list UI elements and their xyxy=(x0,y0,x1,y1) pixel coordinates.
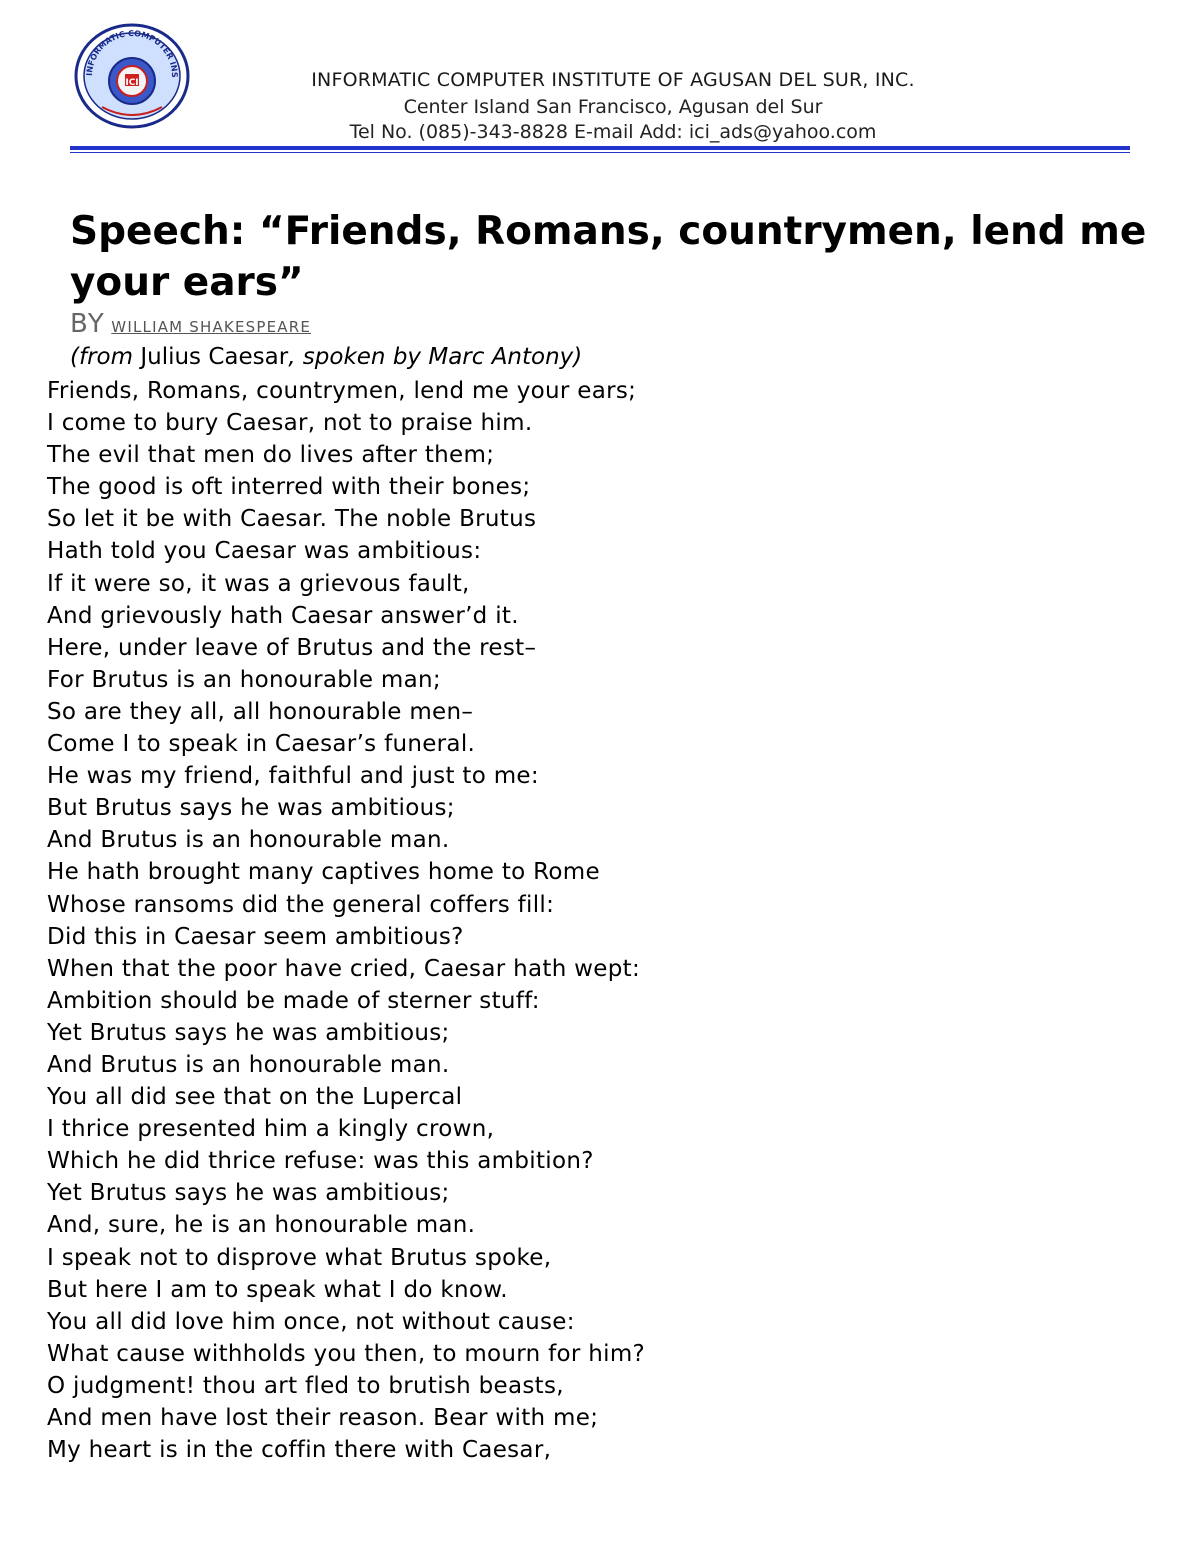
organization-contact: Tel No. (085)-343-8828 E-mail Add: ici_ads@yahoo.com xyxy=(349,121,877,143)
speech-line: I come to bury Caesar, not to praise him. xyxy=(47,410,533,437)
speech-line: What cause withholds you then, to mourn for him? xyxy=(47,1340,646,1367)
speech-line: Here, under leave of Brutus and the rest– xyxy=(47,634,537,661)
speech-line: And men have lost their reason. Bear with me; xyxy=(47,1405,599,1431)
speech-line: My heart is in the coffin there with Caesar, xyxy=(47,1437,552,1464)
source-note xyxy=(70,344,582,370)
speech-line: For Brutus is an honourable man; xyxy=(47,666,441,693)
speech-line: And Brutus is an honourable man. xyxy=(47,1051,450,1078)
institute-logo xyxy=(74,23,190,129)
speech-line: When that the poor have cried, Caesar hath wept: xyxy=(47,955,641,982)
speech-line: Whose ransoms did the general coffers fill: xyxy=(47,891,555,918)
logo-ring-text: INFORMATIC COMPUTER INS xyxy=(84,28,180,78)
speech-line: And, sure, he is an honourable man. xyxy=(47,1212,476,1239)
speech-line: Did this in Caesar seem ambitious? xyxy=(47,923,464,950)
speech-line: Yet Brutus says he was ambitious; xyxy=(47,1019,450,1046)
speech-line: I speak not to disprove what Brutus spoke, xyxy=(47,1244,552,1271)
speech-text xyxy=(47,375,645,1466)
speech-line: So are they all, all honourable men– xyxy=(47,698,474,725)
letterhead-rule-thin xyxy=(70,152,1130,153)
speech-line: And grievously hath Caesar answer’d it. xyxy=(47,602,519,629)
speech-line: You all did love him once, not without cause: xyxy=(47,1308,575,1335)
byline xyxy=(70,309,311,339)
speech-line: So let it be with Caesar. The noble Brutus xyxy=(47,506,537,533)
speech-line: But here I am to speak what I do know. xyxy=(47,1276,508,1303)
organization-address: Center Island San Francisco, Agusan del Sur xyxy=(403,96,823,118)
speech-line: I thrice presented him a kingly crown, xyxy=(47,1116,495,1143)
speech-line: O judgment! thou art fled to brutish beasts, xyxy=(47,1372,564,1399)
speech-line: The good is oft interred with their bones; xyxy=(47,474,531,501)
letterhead-rule-thick xyxy=(70,146,1130,150)
speech-line: He was my friend, faithful and just to me: xyxy=(47,763,539,790)
speech-line: And Brutus is an honourable man. xyxy=(47,827,450,854)
logo-center-text: ICI xyxy=(125,78,139,88)
source-open: (from xyxy=(70,344,141,370)
speech-title: Speech: “Friends, Romans, countrymen, lend me your ears” xyxy=(70,209,1147,305)
organization-name: INFORMATIC COMPUTER INSTITUTE OF AGUSAN DEL SUR, INC. xyxy=(311,69,915,91)
by-label: BY xyxy=(70,309,106,339)
speech-line: You all did see that on the Lupercal xyxy=(47,1084,463,1111)
speech-line: He hath brought many captives home to Rome xyxy=(47,859,600,886)
source-work: Julius Caesar xyxy=(140,344,289,370)
speech-line: Which he did thrice refuse: was this ambition? xyxy=(47,1148,594,1175)
speech-line: Hath told you Caesar was ambitious: xyxy=(47,538,482,565)
speech-line: If it were so, it was a grievous fault, xyxy=(47,570,470,597)
speech-line: Ambition should be made of sterner stuff: xyxy=(47,987,540,1014)
speech-line: Friends, Romans, countrymen, lend me your ears; xyxy=(47,378,637,404)
speech-line: Yet Brutus says he was ambitious; xyxy=(47,1180,450,1207)
speech-line: The evil that men do lives after them; xyxy=(47,442,495,469)
speech-line: But Brutus says he was ambitious; xyxy=(47,795,455,822)
author-link[interactable]: WILLIAM SHAKESPEARE xyxy=(111,318,312,336)
speech-line: Come I to speak in Caesar’s funeral. xyxy=(47,731,476,758)
source-rest: , spoken by Marc Antony) xyxy=(288,344,583,370)
